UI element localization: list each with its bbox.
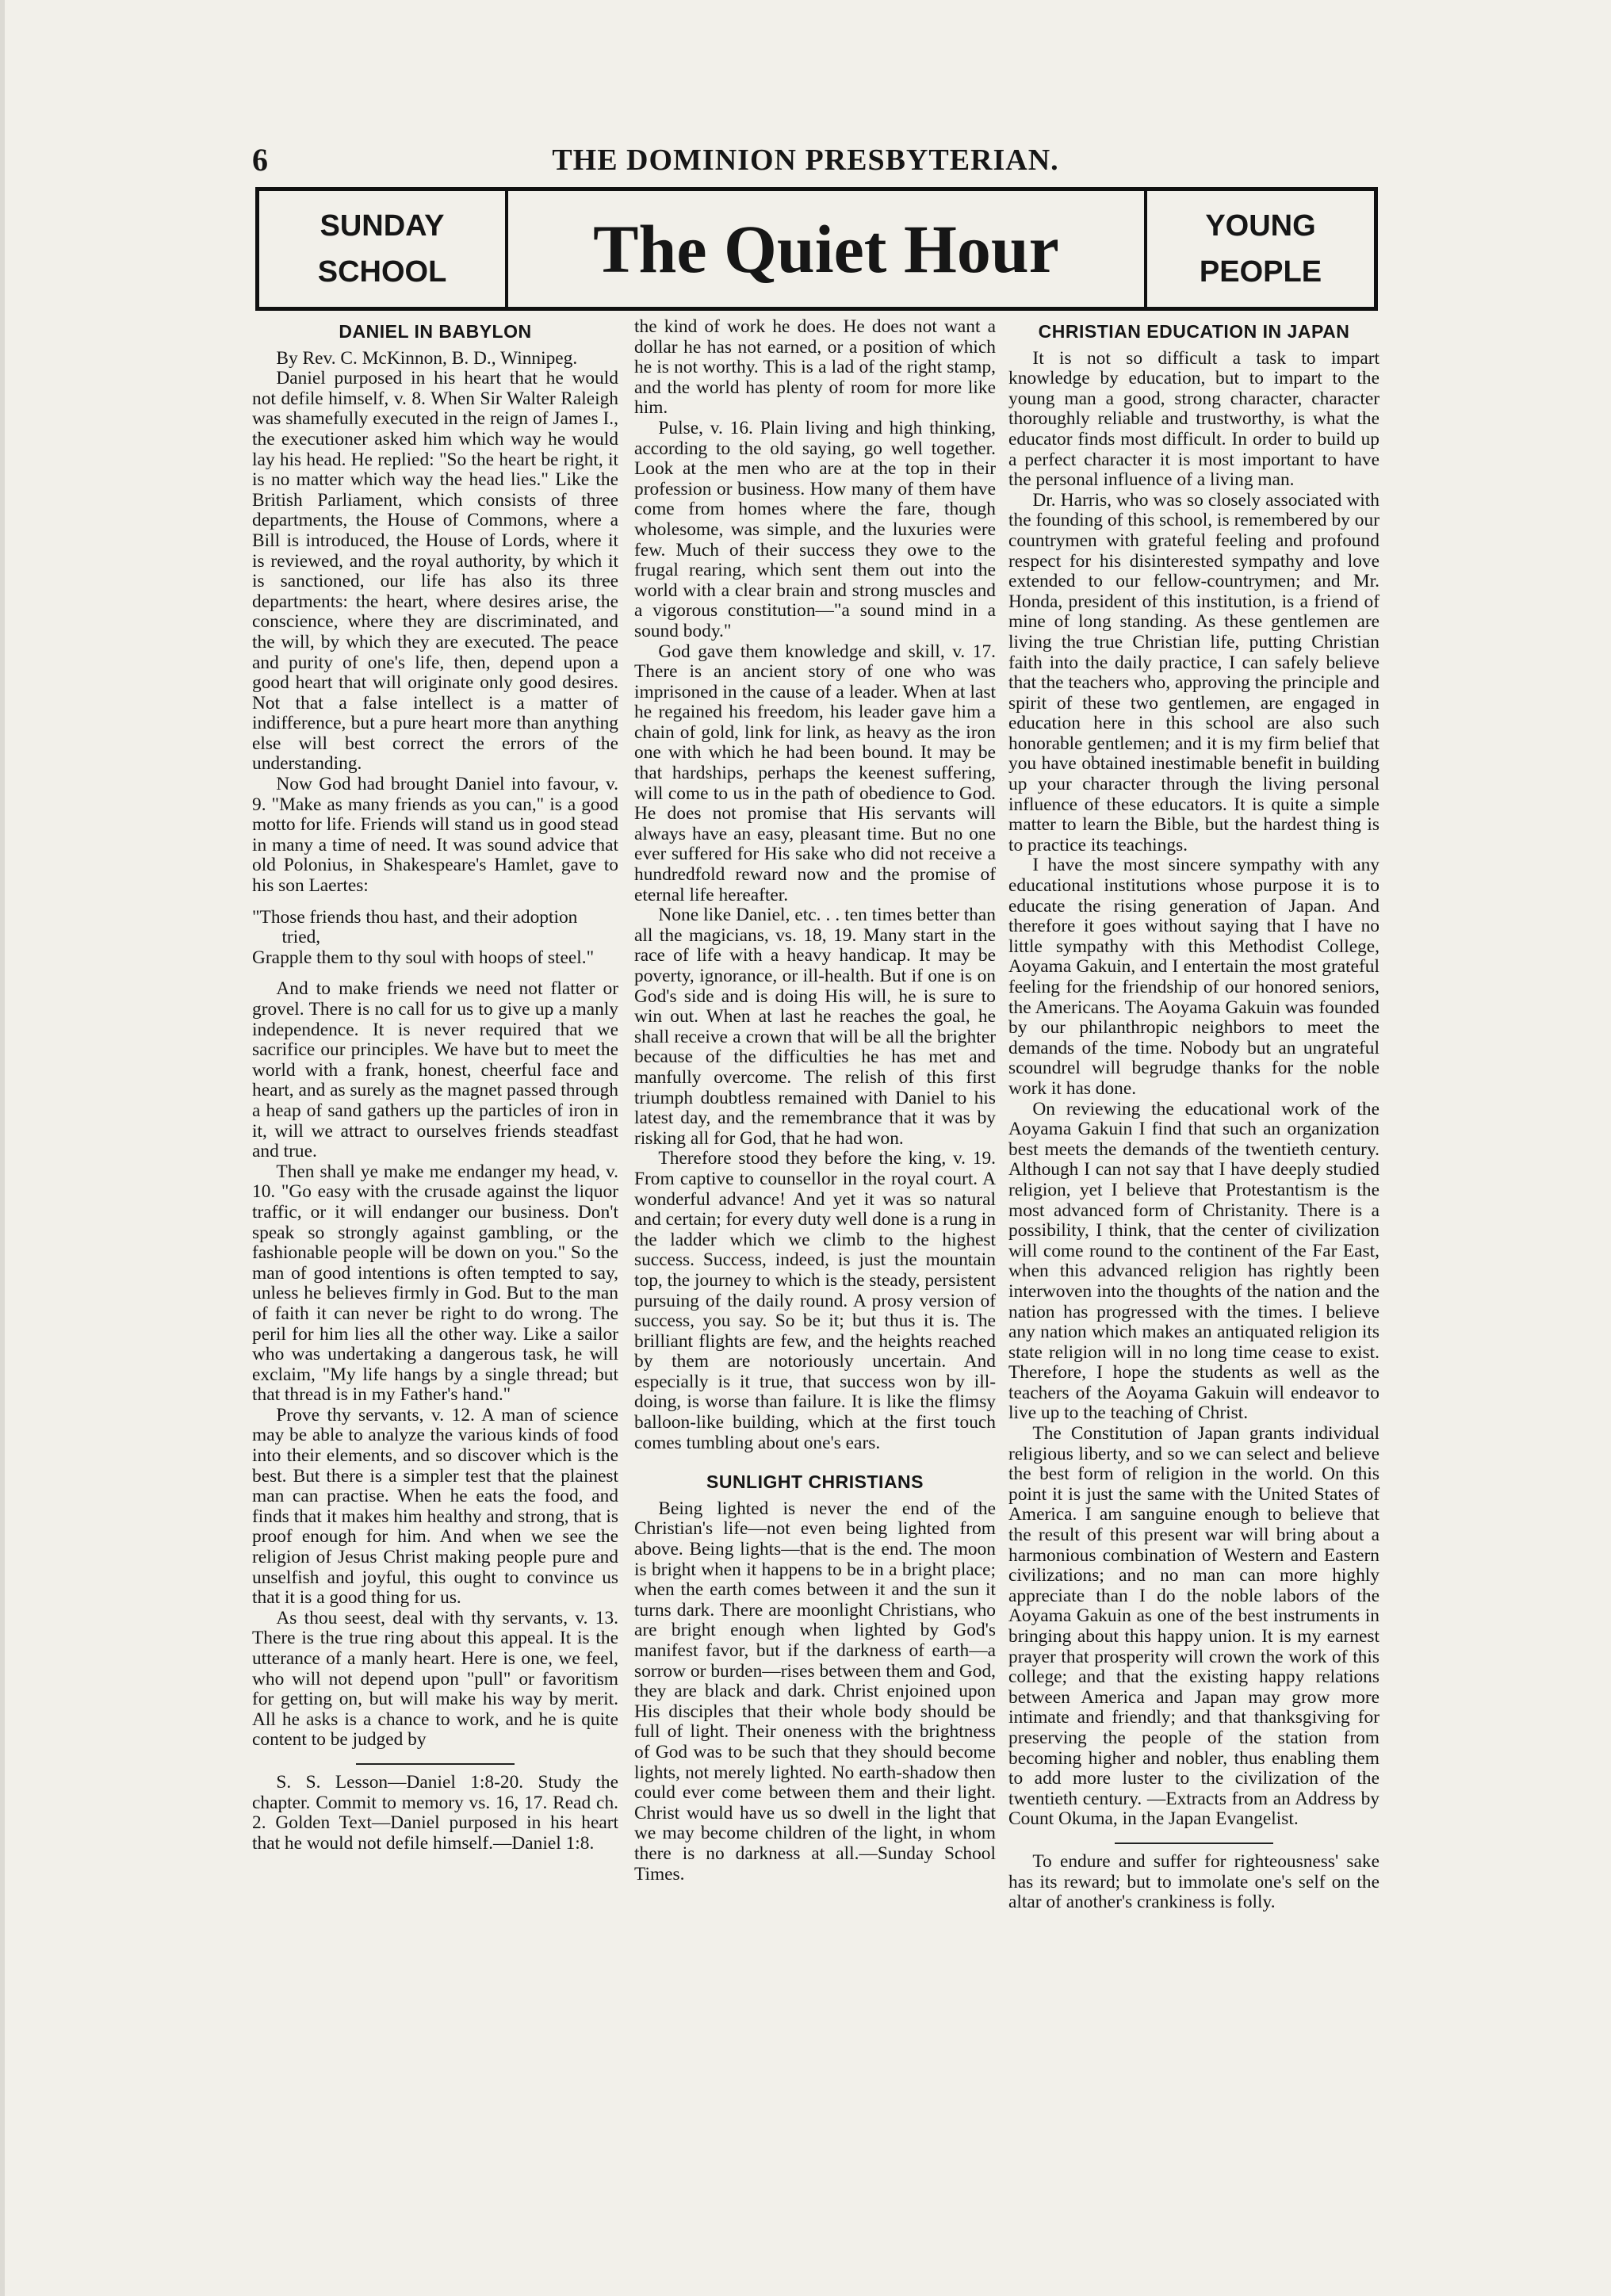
paragraph: The Constitution of Japan grants individual religious liberty, and so we can select and believe the best form of religion in the world. On this point it is just the same with the United States of America. I am sanguine enough to believe that the result of this present war will bring about a harmonious combination of Western and Eastern civilizations; and no man can more highly appreciate than I do the noble labors of the Aoyama Gakuin as one of the best instruments in bringing about this happy union. It is my earnest prayer that prosperity will crown the work of this college; and that the existing happy relations between America and Japan may grow more intimate and friendly; and that thanksgiving for preserving the people of the station from becoming higher and nobler, thus enabling them to add more luster to the civilization of the twentieth century. —Extracts from an Address by Count Okuma, in the Japan Evangelist. xyxy=(1008,1423,1379,1830)
divider xyxy=(356,1763,515,1765)
paragraph: I have the most sincere sympathy with any educational institutions whose purpose it is to educate the rising generation of Japan. And therefore it goes without saying that I have no little sympathy with this Methodist College, Aoyama Gakuin, and I entertain the most grateful feeling for the friendship of our honored seniors, the Americans. The Aoyama Gakuin was founded by our philanthropic neighbors to meet the demands of the time. Nobody but an ungrateful scoundrel will begrudge thanks for the noble work it has done. xyxy=(1008,855,1379,1099)
column-middle xyxy=(634,317,996,1885)
paragraph: Daniel purposed in his heart that he would not defile himself, v. 8. When Sir Walter Raleigh was shamefully executed in the reign of James I., the executioner asked him which way he would lay his head. He replied: "So the heart be right, it is no matter which way the head lies." Like the British Parliament, which consists of three departments, the House of Commons, where a Bill is introduced, the House of Lords, where it is reviewed, and the royal authority, by which it is sanctioned, our life has also its three departments: the heart, where desires arise, the conscience, where they are discriminated, and the will, by which they are executed. The peace and purity of one's life, then, depend upon a good heart that will originate only good desires. Not that a false intellect is a matter of indifference, but a pure heart more than anything else will best correct the errors of the understanding. xyxy=(252,368,618,775)
banner-title: The Quiet Hour xyxy=(593,211,1059,287)
paragraph: Therefore stood they before the king, v. 19. From captive to counsellor in the royal court. A wonderful advance! And yet it was so natural and certain; for every duty well done is a rung in the ladder which we climb to the highest success. Success, indeed, is just the mountain top, the journey to which is the steady, persistent pursuing of the daily round. A prosy version of success, you say. So be it; but thus it is. The brilliant flights are few, and the heights reached by them are notoriously uncertain. And especially is it true, that success won by ill-doing, is worse than failure. It is like the flimsy balloon-like building, which at the first touch comes tumbling about one's ears. xyxy=(634,1148,996,1453)
paragraph: Prove thy servants, v. 12. A man of science may be able to analyze the various kinds of food into their elements, and so discover which is the best. But there is a simpler test that the plainest man can practise. When he eats the food, and finds that it makes him healthy and strong, that is proof enough for him. And when we see the religion of Jesus Christ making people pure and unselfish and joyful, this ought to convince us that it is a good thing for us. xyxy=(252,1404,618,1609)
verse-line: Grapple them to thy soul with hoops of steel." xyxy=(252,947,595,968)
banner-right-line: PEOPLE xyxy=(1199,255,1322,289)
scan-edge xyxy=(0,0,5,2296)
paragraph: And to make friends we need not flatter or grovel. There is no call for us to give up a manly independence. It is never required that we sacrifice our principles. We have but to meet the world with a frank, honest, cheerful face and heart, and as surely as the magnet passed through a heap of sand gathers up the particles of iron in it, will we attract to ourselves friends steadfast and true. xyxy=(252,978,618,1162)
paragraph: Being lighted is never the end of the Christian's life—not even being lighted from above. Being lights—that is the end. The moon is bright when it happens to be in a bright place; when the earth comes between it and the sun it turns dark. There are moonlight Christians, who are bright enough when lighted by God's manifest favor, but if the darkness of earth—a sorrow or burden—rises between them and God, they are black and dark. Christ enjoined upon His disciples that their whole body should be full of light. Their oneness with the brightness of God was to be such that they should become lights, not merely lighted. No earth-shadow then could ever come between them and their light. Christ would have us so dwell in the light that we may become children of the light, in whom there is no darkness at all.—Sunday School Times. xyxy=(634,1498,996,1885)
paragraph: the kind of work he does. He does not want a dollar he has not earned, or a position of which he is not worthy. This is a lad of the right stamp, and the world has plenty of room for more like him. xyxy=(634,316,996,419)
banner-left-box xyxy=(259,191,508,307)
paragraph: Then shall ye make me endanger my head, v. 10. "Go easy with the crusade against the liquor traffic, or it will endanger our business. Don't speak so strongly against gambling, or the fashionable people will be down on you." So the man of good intentions is often tempted to say, unless he believes firmly in God. But to the man of faith it can never be right to do wrong. The peril for him lies all the other way. Like a sailor who was undertaking a dangerous task, he will exclaim, "My life hangs by a single thread; but that thread is in my Father's hand." xyxy=(252,1161,618,1406)
section-banner xyxy=(255,187,1378,311)
lesson-note: S. S. Lesson—Daniel 1:8-20. Study the chapter. Commit to memory vs. 16, 17. Read ch. 2. Golden Text—Daniel purposed in his heart that he would not defile himself.—Daniel 1:8. xyxy=(252,1771,618,1854)
article-heading: DANIEL IN BABYLON xyxy=(339,321,532,342)
article-heading: SUNLIGHT CHRISTIANS xyxy=(706,1471,924,1493)
paragraph: God gave them knowledge and skill, v. 17. There is an ancient story of one who was imprisoned in the cause of a leader. When at last he regained his freedom, his leader gave him a chain of gold, link for link, as heavy as the iron one with which he had been bound. It may be that hardships, perhaps the keenest suffering, will come to us in the path of obedience to God. He does not promise that His servants will always have an easy, pleasant time. But no one ever suffered for His sake who did not receive a hundredfold reward now and the promise of eternal life hereafter. xyxy=(634,641,996,905)
banner-left-line: SCHOOL xyxy=(317,255,447,289)
paragraph: Dr. Harris, who was so closely associated with the founding of this school, is remembered by our countrymen with grateful feeling and profound respect for his disinterested sympathy and love extended to our fellow-countrymen; and Mr. Honda, president of this institution, is a friend of mine of long standing. As these gentlemen are living the true Christian life, putting Christian faith into the daily practice, I can safely believe that the teachers who, approving the principle and spirit of these two gentlemen, are engaged in education here in this school are also such honorable gentlemen; and it is my firm belief that you have obtained inestimable benefit in building up your character through the living personal influence of these educators. It is quite a simple matter to learn the Bible, but the hardest thing is to practice its teachings. xyxy=(1008,489,1379,855)
banner-right-box xyxy=(1144,191,1374,307)
paragraph: On reviewing the educational work of the Aoyama Gakuin I find that such an organization best meets the demands of the twentieth century. Although I can not say that I have deeply studied religion, yet I believe that Protestantism is the most advanced form of Christanity. There is a possibility, I think, that the center of civilization will come round to the continent of the Far East, when this advanced religion has rightly been interwoven into the thoughts of the nation and the nation has progressed with the times. I believe any nation which makes an antiquated religion its state religion will in no long time cease to exist. Therefore, I hope the students as well as the teachers of the Aoyama Gakuin will endeavor to live up to the teaching of Christ. xyxy=(1008,1098,1379,1424)
running-title: THE DOMINION PRESBYTERIAN. xyxy=(552,144,1059,177)
closing-note: To endure and suffer for righteousness' sake has its reward; but to immolate one's self on the altar of another's crankiness is folly. xyxy=(1008,1850,1379,1913)
article-byline: By Rev. C. McKinnon, B. D., Winnipeg. xyxy=(276,347,578,369)
banner-left-line: SUNDAY xyxy=(320,209,445,243)
paragraph: Pulse, v. 16. Plain living and high thinking, according to the old saying, go well together. Look at the men who are at the top in their profession or business. How many of them have come from homes where the fare, though wholesome, was simple, and the luxuries were few. Much of their success they owe to the frugal rearing, which sent them out into the world with a clear brain and strong muscles and a vigorous constitution—"a sound mind in a sound body." xyxy=(634,417,996,641)
divider xyxy=(1115,1843,1273,1844)
column-right xyxy=(1008,317,1379,1913)
paragraph: None like Daniel, etc. . . ten times better than all the magicians, vs. 18, 19. Many start in the race of life with a heavy handicap. It may be poverty, ignorance, or ill-health. But if one is on God's side and is doing His will, he is sure to win out. When at last he reaches the goal, he shall receive a crown that will be all the brighter because of the difficulties he has met and manfully overcome. The relish of this first triumph doubtless remained with Daniel to his latest day, and the remembrance that it was by risking all for God, that he had won. xyxy=(634,905,996,1149)
verse-quote xyxy=(252,908,618,969)
paragraph: As thou seest, deal with thy servants, v. 13. There is the true ring about this appeal. It is the utterance of a manly heart. Here is one, we feel, who will not depend upon "pull" or favoritism for getting on, but will make his way by merit. All he asks is a chance to work, and he is quite content to be judged by xyxy=(252,1607,618,1751)
paragraph: It is not so difficult a task to impart knowledge by education, but to impart to the young man a good, strong character, character thoroughly reliable and trustworthy, is what the educator finds most difficult. In order to build up a perfect character it is most important to have the personal influence of a living man. xyxy=(1008,347,1379,491)
paragraph: Now God had brought Daniel into favour, v. 9. "Make as many friends as you can," is a good motto for life. Friends will stand us in good stead in many a time of need. It was sound advice that old Polonius, in Shakespeare's Hamlet, gave to his son Laertes: xyxy=(252,774,618,897)
verse-line: "Those friends thou hast, and their adoption tried, xyxy=(252,906,578,948)
column-left xyxy=(252,317,618,1854)
page-number: 6 xyxy=(252,142,268,178)
article-heading: CHRISTIAN EDUCATION IN JAPAN xyxy=(1038,321,1350,342)
banner-right-line: YOUNG xyxy=(1205,209,1316,243)
